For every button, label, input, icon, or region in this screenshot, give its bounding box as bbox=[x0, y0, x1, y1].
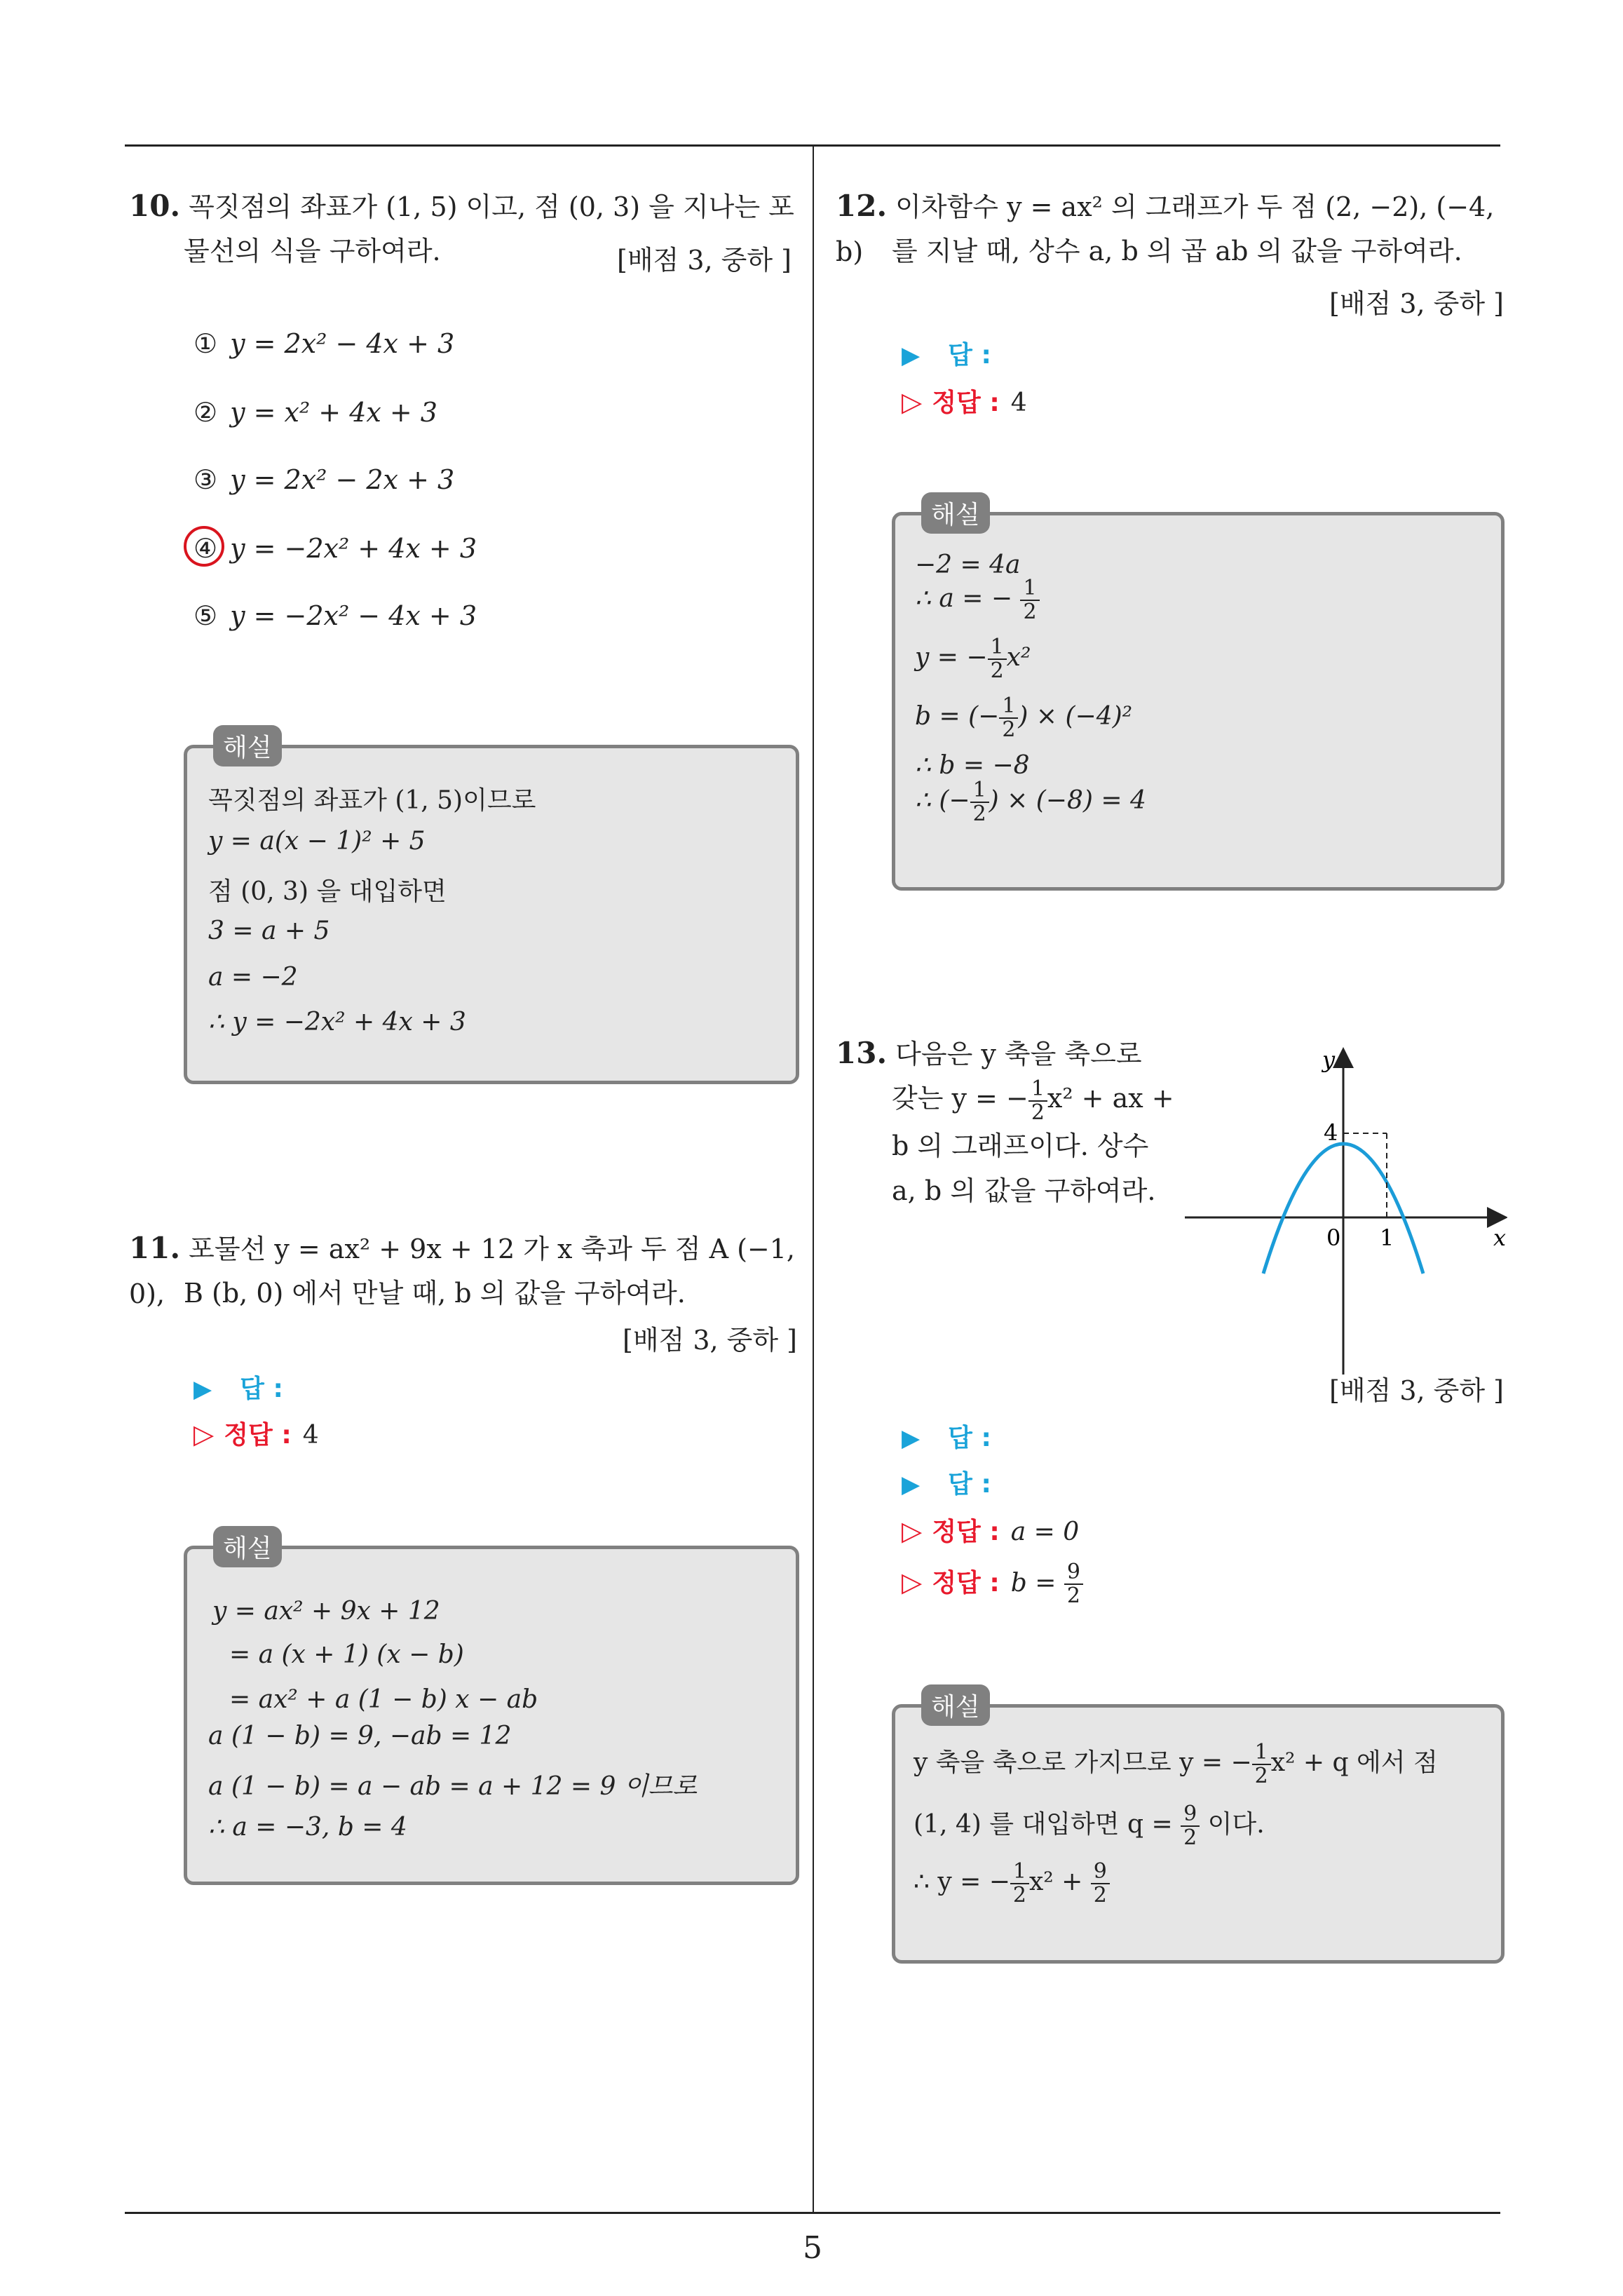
choice-2[interactable]: ② y = x² + 4x + 3 bbox=[193, 397, 437, 428]
correct-answer-row-a: ▷ 정답 : a = 0 bbox=[902, 1515, 1080, 1546]
question-11-line2: B (b, 0) 에서 만날 때, b 의 값을 구하여라. bbox=[184, 1278, 686, 1309]
question-13-line3: b 의 그래프이다. 상수 bbox=[892, 1130, 1149, 1161]
answer-row: ▶ 답 : bbox=[193, 1375, 283, 1403]
play-icon: ▶ bbox=[902, 342, 921, 370]
score-label: [배점 3, 중하 ] bbox=[1329, 288, 1504, 319]
question-number: 11. bbox=[129, 1231, 181, 1265]
correct-answer-row: ▷ 정답 : 4 bbox=[193, 1419, 319, 1450]
outline-triangle-icon: ▷ bbox=[902, 1515, 923, 1546]
choice-4[interactable]: ④ y = −2x² + 4x + 3 bbox=[193, 533, 477, 564]
solution-box-10: 꼭짓점의 좌표가 (1, 5)이므로 y = a(x − 1)² + 5 점 (0, 3) 을 대입하면 3 = a + 5 a = −2 ∴ y = −2x² + 4x + 3 bbox=[184, 745, 799, 1084]
y-tick-label: 4 bbox=[1324, 1119, 1338, 1146]
question-12-line2: 를 지날 때, 상수 a, b 의 곱 ab 의 값을 구하여라. bbox=[892, 236, 1462, 266]
answer-row: ▶ 답 : bbox=[902, 341, 991, 370]
parabola-graph bbox=[1185, 1045, 1507, 1375]
question-text-line1: 꼭짓점의 좌표가 (1, 5) 이고, 점 (0, 3) 을 지나는 포 bbox=[189, 191, 794, 222]
question-text-line1: 이차함수 y = ax² 의 그래프가 두 점 (2, −2), (−4, b) bbox=[836, 191, 1495, 267]
outline-triangle-icon: ▷ bbox=[902, 1567, 923, 1598]
answer-row-2: ▶ 답 : bbox=[902, 1470, 991, 1499]
solution-tag: 해설 bbox=[921, 492, 990, 534]
question-number: 12. bbox=[836, 189, 888, 223]
correct-answer-row: ▷ 정답 : 4 bbox=[902, 386, 1027, 417]
question-number: 13. bbox=[836, 1036, 888, 1070]
question-13-line2: 갖는 y = − $\frac{1}{2}$ x² + ax + bbox=[892, 1076, 1174, 1125]
solution-tag: 해설 bbox=[213, 1526, 282, 1567]
bottom-rule bbox=[125, 2212, 1500, 2214]
play-icon: ▶ bbox=[902, 1424, 921, 1452]
answer-row-1: ▶ 답 : bbox=[902, 1424, 991, 1452]
solution-box-13: y 축을 축으로 가지므로 y = − $\frac{1}{2}$ x² + q 에서 점 (1, 4) 를 대입하면 q = $\frac{9}{2}$ 이다. ∴ y = − $\frac{1}{2}$ x² + $\frac{9}{2}$ bbox=[892, 1704, 1505, 1964]
choice-3[interactable]: ③ y = 2x² − 2x + 3 bbox=[193, 464, 455, 495]
question-13-line4: a, b 의 값을 구하여라. bbox=[892, 1175, 1156, 1206]
solution-tag: 해설 bbox=[921, 1684, 990, 1726]
column-divider bbox=[813, 144, 814, 2213]
play-icon: ▶ bbox=[902, 1471, 921, 1499]
y-axis-label: y bbox=[1322, 1046, 1336, 1073]
score-label: [배점 3, 중하 ] bbox=[1329, 1375, 1504, 1406]
correct-answer-row-b: ▷ 정답 : b = $\frac{9}{2}$ bbox=[902, 1561, 1083, 1607]
page-number: 5 bbox=[803, 2230, 822, 2266]
play-icon: ▶ bbox=[193, 1375, 212, 1403]
question-13: 13. 다음은 y 축을 축으로 bbox=[836, 1036, 1142, 1070]
x-tick-label: 1 bbox=[1380, 1224, 1394, 1251]
question-10-line2: 물선의 식을 구하여라. bbox=[184, 236, 441, 266]
question-10 bbox=[129, 184, 802, 229]
outline-triangle-icon: ▷ bbox=[902, 386, 923, 417]
selected-answer-circle bbox=[184, 526, 224, 567]
choice-1[interactable]: ① y = 2x² − 4x + 3 bbox=[193, 328, 455, 359]
question-number: 10. bbox=[129, 189, 181, 223]
choice-5[interactable]: ⑤ y = −2x² − 4x + 3 bbox=[193, 600, 477, 631]
solution-tag: 해설 bbox=[213, 725, 282, 767]
origin-label: 0 bbox=[1326, 1224, 1341, 1251]
solution-box-12: −2 = 4a ∴ a = − $\frac{1}{2}$ y = − $\frac{1}{2}$ x² b = (− $\frac{1}{2}$ ) × (−4)² ∴ b = −8 ∴ (− $\frac{1}{2}$ ) × (−8) = 4 bbox=[892, 512, 1505, 891]
question-text-line1: 포물선 y = ax² + 9x + 12 가 x 축과 두 점 A (−1, 0), bbox=[129, 1234, 796, 1309]
x-axis-label: x bbox=[1493, 1224, 1507, 1251]
solution-box-11: y = ax² + 9x + 12 = a (x + 1) (x − b) = ax² + a (1 − b) x − ab a (1 − b) = 9, −ab = 12 a (1 − b) = a − ab = a + 12 = 9 이므로 ∴ a = −3, b = 4 bbox=[184, 1546, 799, 1885]
outline-triangle-icon: ▷ bbox=[193, 1419, 215, 1450]
score-label: [배점 3, 중하 ] bbox=[623, 1325, 797, 1356]
score-label: [배점 3, 중하 ] bbox=[617, 245, 792, 276]
